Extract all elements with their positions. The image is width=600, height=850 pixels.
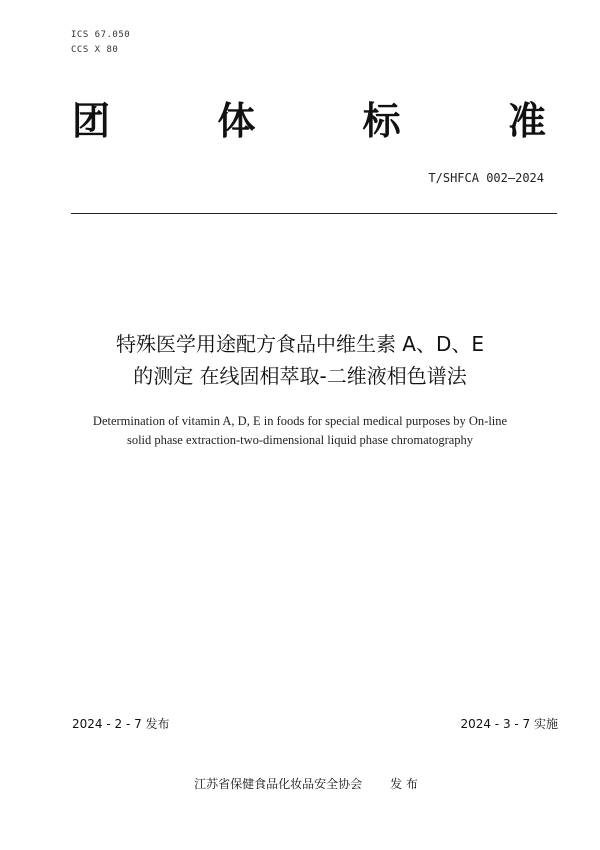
ccs-code: CCS X 80: [71, 45, 119, 55]
title-char: 团: [72, 99, 111, 143]
issue-date: 2024 - 2 - 7 发布: [72, 717, 170, 731]
publisher-line: [0, 775, 600, 793]
publish-label: 发 布: [390, 777, 418, 791]
chinese-title-line: 的测定 在线固相萃取-二维液相色谱法: [133, 364, 467, 388]
title-char: 标: [362, 99, 401, 143]
english-title: [50, 412, 550, 450]
standard-type-title: [72, 98, 546, 144]
publisher-name: 江苏省保健食品化妆品安全协会: [194, 777, 363, 791]
standard-number: T/SHFCA 002—2024: [428, 171, 544, 185]
english-title-line: Determination of vitamin A, D, E in foods for special medical purposes by On-line: [92, 414, 508, 428]
implementation-date: 2024 - 3 - 7 实施: [460, 717, 558, 731]
english-title-line: solid phase extraction-two-dimensional liquid phase chromatography: [126, 433, 474, 447]
chinese-title-line: 特殊医学用途配方食品中维生素 A、D、E: [115, 332, 485, 356]
title-char: 准: [507, 99, 546, 143]
classification-codes: [71, 28, 130, 58]
chinese-title: [40, 328, 560, 392]
ics-code: ICS 67.050: [71, 30, 131, 40]
header-divider: [71, 213, 557, 214]
title-char: 体: [217, 99, 256, 143]
